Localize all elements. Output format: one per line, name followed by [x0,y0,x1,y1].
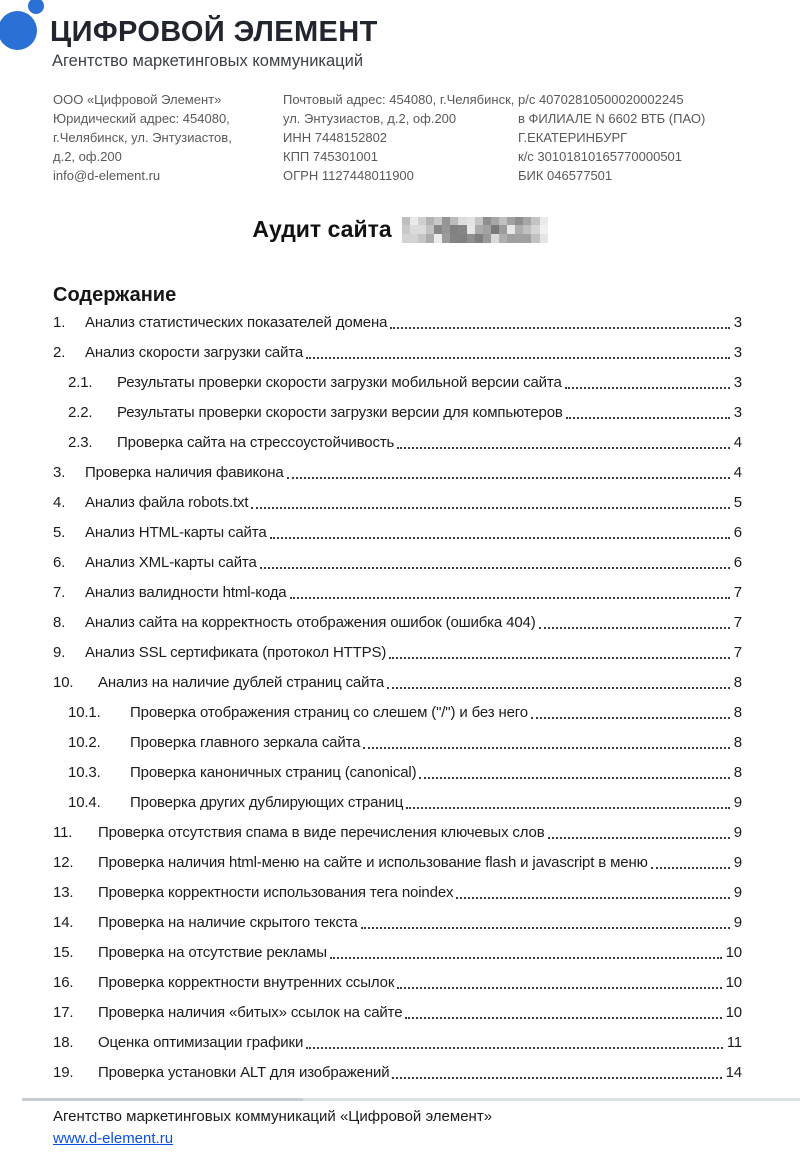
toc-item-label: Проверка на отсутствие рекламы [98,944,327,961]
toc-item[interactable] [53,638,742,668]
toc-item-label: Проверка на наличие скрытого текста [98,914,358,931]
toc-item-page: 9 [733,824,742,841]
toc-item[interactable] [68,398,742,428]
toc-item-page: 3 [733,344,742,361]
logo-small-circle-icon [28,0,44,14]
toc-item-page: 3 [733,314,742,331]
toc-item[interactable] [68,758,742,788]
toc-leader-dots [390,312,730,329]
toc-item-page: 14 [725,1064,742,1081]
toc-item-number: 10. [53,674,74,691]
toc-item[interactable] [53,578,742,608]
toc-item-number: 1. [53,314,66,331]
toc-leader-dots [361,912,730,929]
toc-leader-dots [290,582,730,599]
toc-item-number: 13. [53,884,74,901]
toc-item-number: 14. [53,914,74,931]
toc-leader-dots [260,552,730,569]
toc-item-label: Анализ на наличие дублей страниц сайта [98,674,385,691]
toc-item-label: Анализ статистических показателей домена [85,314,388,331]
toc-item[interactable] [68,428,742,458]
toc-item-number: 10.3. [68,764,101,781]
contact-column-banking [518,90,758,185]
toc-item-page: 8 [733,674,742,691]
toc-item[interactable] [68,368,742,398]
toc-item-page: 8 [733,734,742,751]
toc-item[interactable] [53,968,742,998]
footer-agency-name: Агентство маркетинговых коммуникаций «Цифровой элемент» [53,1108,493,1125]
toc-item-label: Анализ сайта на корректность отображения ошибок (ошибка 404) [85,614,536,631]
toc-leader-dots [306,342,730,359]
footer-website-link[interactable]: www.d-element.ru [53,1130,174,1147]
toc-item-number: 9. [53,644,66,661]
toc-item-label: Анализ скорости загрузки сайта [85,344,304,361]
toc-leader-dots [565,372,730,389]
toc-item-page: 10 [725,1004,742,1021]
toc-item[interactable] [53,818,742,848]
contact-line: Г.ЕКАТЕРИНБУРГ [518,130,628,145]
toc-item-label: Анализ валидности html-кода [85,584,287,601]
toc-item-page: 6 [733,524,742,541]
contact-line: к/с 30101810165770000501 [518,149,683,164]
toc-item[interactable] [53,1058,742,1088]
toc-item[interactable] [53,608,742,638]
toc-item-page: 7 [733,614,742,631]
logo-big-circle-icon [0,11,37,50]
toc-item-number: 2.3. [68,434,93,451]
toc-item-number: 18. [53,1034,74,1051]
toc-item-page: 7 [733,584,742,601]
toc-item-label: Проверка установки ALT для изображений [98,1064,390,1081]
toc-leader-dots [531,702,730,719]
toc-item[interactable] [53,338,742,368]
toc-item[interactable] [53,938,742,968]
document-title-text: Аудит сайта [252,216,392,242]
toc-leader-dots [539,612,730,629]
toc-leader-dots [287,462,730,479]
contact-line: ОГРН 1127448011900 [283,168,414,183]
toc-leader-dots [251,492,729,509]
toc-item-number: 17. [53,1004,74,1021]
toc-leader-dots [419,762,729,779]
toc-item-page: 9 [733,854,742,871]
toc-leader-dots [387,672,730,689]
toc-item-number: 2.2. [68,404,93,421]
redacted-domain [402,217,548,243]
toc-item[interactable] [53,518,742,548]
toc-item-page: 10 [725,944,742,961]
toc-item-page: 5 [733,494,742,511]
contact-line: КПП 745301001 [283,149,378,164]
toc-list [53,308,742,1088]
contact-line: Юридический адрес: 454080, [53,111,230,126]
toc-item-number: 11. [53,824,73,841]
contact-line: БИК 046577501 [518,168,613,183]
toc-item-label: Анализ HTML-карты сайта [85,524,267,541]
toc-leader-dots [389,642,730,659]
toc-item-page: 7 [733,644,742,661]
toc-item[interactable] [53,908,742,938]
toc-item-number: 12. [53,854,74,871]
toc-item-page: 3 [733,374,742,391]
toc-item-page: 10 [725,974,742,991]
toc-leader-dots [270,522,730,539]
toc-item-number: 3. [53,464,66,481]
toc-item-label: Результаты проверки скорости загрузки мобильной версии сайта [117,374,562,391]
toc-item[interactable] [53,848,742,878]
toc-item-number: 19. [53,1064,74,1081]
toc-item-label: Проверка каноничных страниц (canonical) [130,764,417,781]
toc-leader-dots [397,972,721,989]
contact-line: info@d-element.ru [53,168,161,183]
contact-column-legal [53,90,278,185]
toc-item-label: Проверка наличия html-меню на сайте и использование flash и javascript в меню [98,854,648,871]
toc-item-label: Анализ XML-карты сайта [85,554,257,571]
toc-item-number: 4. [53,494,66,511]
toc-item-label: Проверка отсутствия спама в виде перечисления ключевых слов [98,824,545,841]
contact-line: ИНН 7448152802 [283,130,388,145]
toc-item[interactable] [53,488,742,518]
toc-item-label: Проверка корректности внутренних ссылок [98,974,395,991]
toc-item-label: Проверка главного зеркала сайта [130,734,361,751]
toc-item-number: 15. [53,944,74,961]
brand-tagline: Агентство маркетинговых коммуникаций [52,52,364,70]
toc-item-label: Проверка наличия «битых» ссылок на сайте [98,1004,403,1021]
toc-item[interactable] [53,548,742,578]
toc-item-number: 10.4. [68,794,101,811]
toc-item-label: Проверка других дублирующих страниц [130,794,404,811]
toc-leader-dots [548,822,730,839]
contact-line: д.2, оф.200 [53,149,122,164]
toc-item[interactable] [68,728,742,758]
contact-line: Почтовый адрес: 454080, г.Челябинск, [283,92,515,107]
toc-item-number: 2.1. [68,374,93,391]
toc-leader-dots [306,1032,723,1049]
toc-item-number: 7. [53,584,66,601]
toc-item-page: 6 [733,554,742,571]
toc-heading: Содержание [53,284,177,306]
brand-name: ЦИФРОВОЙ ЭЛЕМЕНТ [50,16,378,48]
contact-line: ООО «Цифровой Элемент» [53,92,222,107]
footer-divider [22,1098,303,1101]
toc-item[interactable] [53,1028,742,1058]
toc-item-number: 6. [53,554,66,571]
toc-item-label: Проверка отображения страниц со слешем ("/") и без него [130,704,528,721]
toc-item-number: 8. [53,614,66,631]
toc-item-label: Анализ файла robots.txt [85,494,249,511]
toc-leader-dots [363,732,729,749]
contact-line: г.Челябинск, ул. Энтузиастов, [53,130,232,145]
toc-leader-dots [397,432,730,449]
toc-item-label: Анализ SSL сертификата (протокол HTTPS) [85,644,387,661]
toc-item[interactable] [53,878,742,908]
toc-item-page: 8 [733,704,742,721]
toc-item-page: 3 [733,404,742,421]
toc-item-label: Проверка корректности использования тега noindex [98,884,454,901]
toc-leader-dots [651,852,730,869]
toc-item-page: 9 [733,884,742,901]
toc-item-label: Оценка оптимизации графики [98,1034,304,1051]
toc-item-number: 2. [53,344,66,361]
contact-column-postal [283,90,518,185]
toc-leader-dots [392,1062,721,1079]
toc-leader-dots [456,882,729,899]
toc-item-number: 5. [53,524,66,541]
toc-item-label: Проверка наличия фавикона [85,464,284,481]
contact-line: ул. Энтузиастов, д.2, оф.200 [283,111,457,126]
toc-item-page: 4 [733,434,742,451]
company-logo-icon [0,0,48,60]
toc-item-page: 4 [733,464,742,481]
toc-item-label: Результаты проверки скорости загрузки версии для компьютеров [117,404,563,421]
contact-line: р/с 40702810500020002245 [518,92,684,107]
toc-item-number: 10.2. [68,734,101,751]
toc-leader-dots [406,792,730,809]
toc-item-label: Проверка сайта на стрессоустойчивость [117,434,395,451]
toc-item-page: 8 [733,764,742,781]
toc-item[interactable] [68,698,742,728]
toc-item-number: 10.1. [68,704,101,721]
toc-item[interactable] [53,458,742,488]
toc-leader-dots [405,1002,721,1019]
toc-item-page: 9 [733,914,742,931]
document-title [0,216,800,243]
toc-item[interactable] [68,788,742,818]
toc-leader-dots [566,402,730,419]
toc-item-page: 11 [726,1034,742,1051]
toc-leader-dots [330,942,722,959]
toc-item-number: 16. [53,974,74,991]
toc-item[interactable] [53,998,742,1028]
toc-item[interactable] [53,308,742,338]
toc-item[interactable] [53,668,742,698]
contact-line: в ФИЛИАЛЕ N 6602 ВТБ (ПАО) [518,111,706,126]
toc-item-page: 9 [733,794,742,811]
footer-divider [303,1098,800,1101]
